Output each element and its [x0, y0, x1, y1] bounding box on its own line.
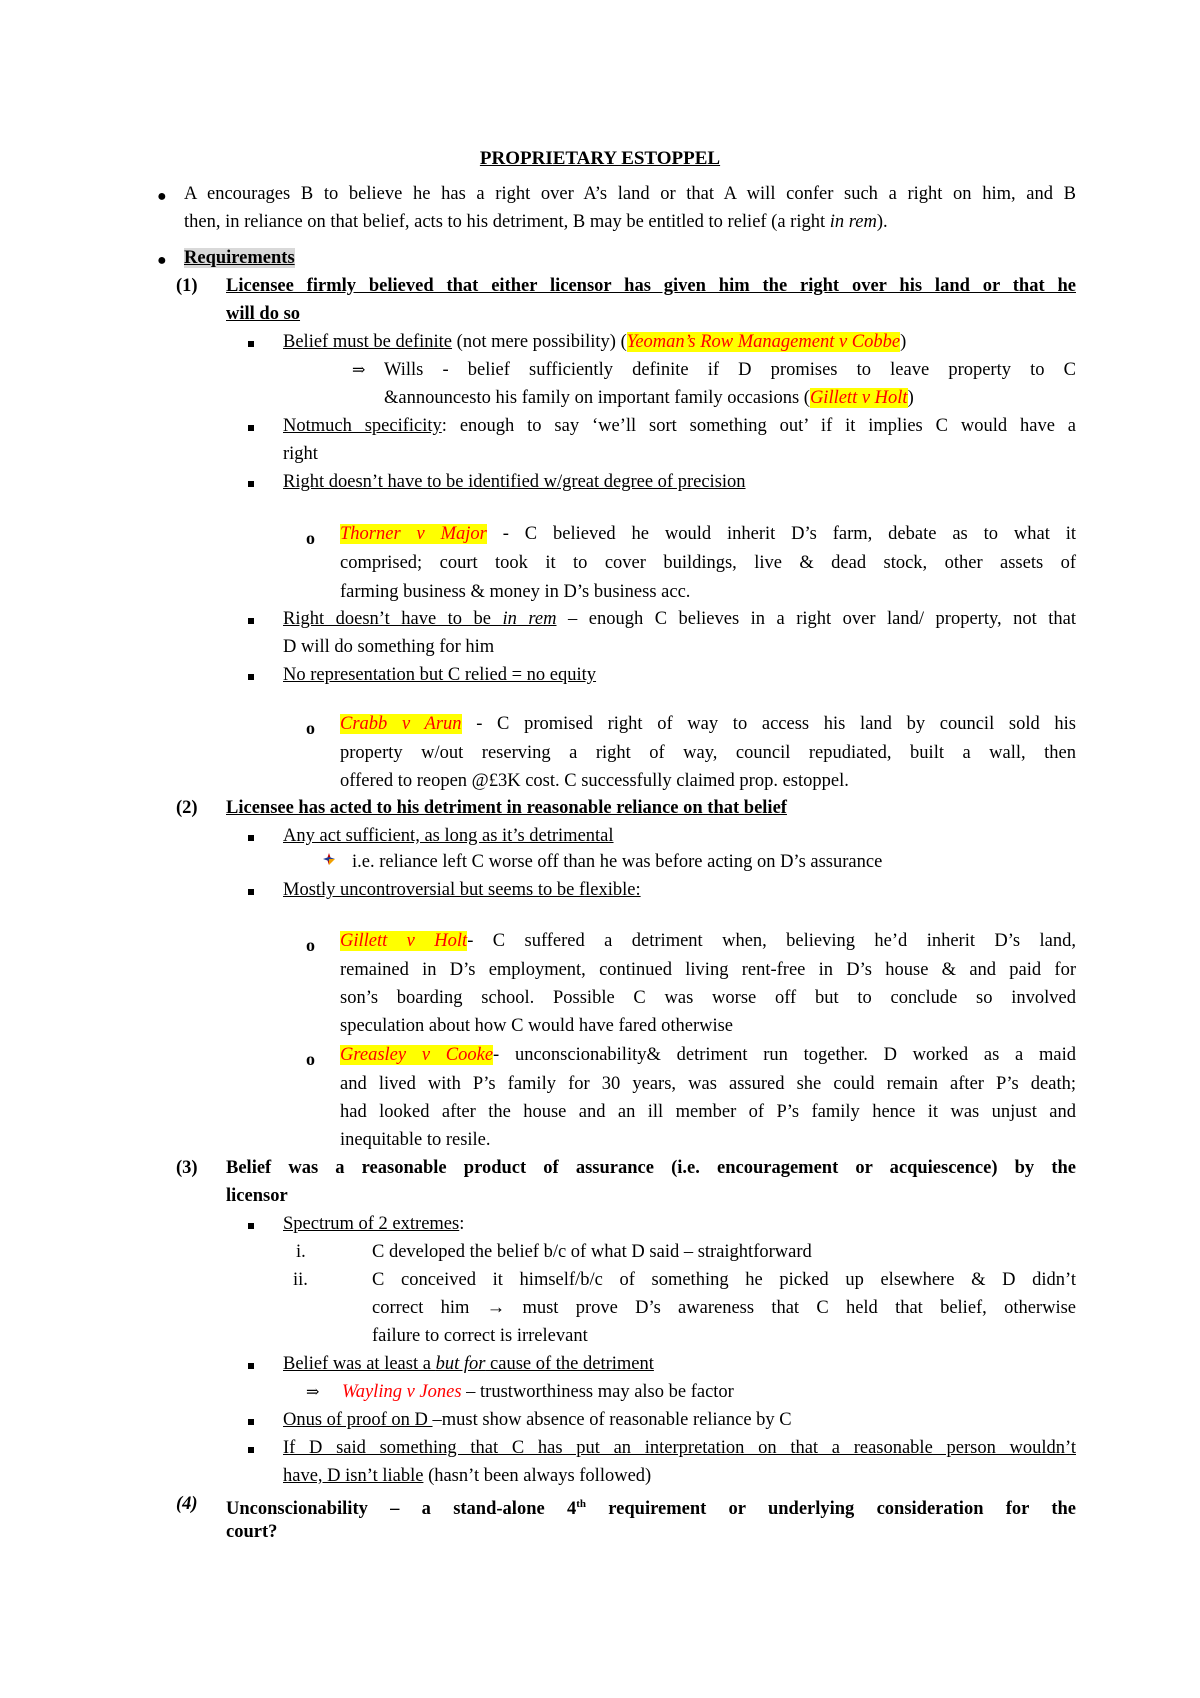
req2-greasley-line-4: inequitable to resile. [340, 1130, 491, 1150]
req1-number: (1) [176, 276, 198, 296]
req3-extreme-1: C developed the belief b/c of what D said – straightforward [372, 1242, 812, 1262]
roman-numeral-1: i. [296, 1242, 306, 1262]
square-bullet-icon [248, 618, 254, 624]
req3-interpretation-line-1: If D said something that C has put an interpretation on that a reasonable person wouldn’t [283, 1438, 1076, 1458]
case-wayling-jones: Wayling v Jones [342, 1382, 462, 1402]
req2-gillett-line-3: son’s boarding school. Possible C was worse off but to conclude so involved [340, 988, 1076, 1008]
req3-interpretation-line-2: have, D isn’t liable (hasn’t been always followed) [283, 1466, 652, 1486]
req1-specificity-line-2: right [283, 444, 318, 464]
bullet-icon: ● [157, 252, 167, 269]
square-bullet-icon [248, 1363, 254, 1369]
req1-in-rem-line-2: D will do something for him [283, 637, 495, 657]
req2-flexible: Mostly uncontroversial but seems to be flexible: [283, 880, 641, 900]
req3-number: (3) [176, 1158, 198, 1178]
circle-bullet-icon: o [306, 528, 315, 548]
square-bullet-icon [248, 1223, 254, 1229]
req1-thorner-line-1: Thorner v Major - C believed he would inherit D’s farm, debate as to what it [340, 524, 1076, 544]
double-arrow-icon: ⇒ [352, 362, 366, 379]
page-title: PROPRIETARY ESTOPPEL [479, 148, 721, 169]
req1-specificity: Notmuch specificity: enough to say ‘we’ll sort something out’ if it implies C would have a [283, 416, 1077, 436]
intro-line-2: then, in reliance on that belief, acts to his detriment, B may be entitled to relief (a right in rem). [184, 212, 888, 232]
req2-worse-off: i.e. reliance left C worse off than he was before acting on D’s assurance [352, 852, 883, 872]
roman-numeral-2: ii. [293, 1270, 308, 1290]
circle-bullet-icon: o [306, 1049, 315, 1069]
req2-gillett-line-2: remained in D’s employment, continued living rent-free in D’s house & and paid for [340, 960, 1076, 980]
arrow-bullet-icon [322, 852, 336, 866]
req2-gillett-line-4: speculation about how C would have fared otherwise [340, 1016, 734, 1036]
square-bullet-icon [248, 425, 254, 431]
square-bullet-icon [248, 341, 254, 347]
req3-heading-line-2: licensor [226, 1186, 288, 1206]
right-arrow-icon: → [486, 1298, 506, 1318]
req3-extreme-2-line-3: failure to correct is irrelevant [372, 1326, 588, 1346]
req1-in-rem: Right doesn’t have to be in rem – enough C believes in a right over land/ property, not that [283, 609, 1077, 629]
req1-heading-line-2: will do so [226, 304, 301, 324]
req2-number: (2) [176, 798, 198, 818]
req1-thorner-line-3: farming business & money in D’s business acc. [340, 582, 691, 602]
requirements-heading: Requirements [184, 248, 295, 268]
req4-number: (4) [176, 1494, 198, 1514]
req1-crabb-line-2: property w/out reserving a right of way, council repudiated, built a wall, then [340, 743, 1076, 763]
req1-belief-definite: Belief must be definite (not mere possibility) (Yeoman’s Row Management v Cobbe) [283, 332, 907, 352]
square-bullet-icon [248, 835, 254, 841]
bullet-icon: ● [157, 188, 167, 205]
req3-onus: Onus of proof on D –must show absence of reasonable reliance by C [283, 1410, 792, 1430]
req1-thorner-line-2: comprised; court took it to cover buildings, live & dead stock, other assets of [340, 553, 1076, 573]
case-yeomans-row: Yeoman’s Row Management v Cobbe [626, 332, 901, 352]
case-crabb-arun: Crabb v Arun [340, 714, 462, 734]
circle-bullet-icon: o [306, 935, 315, 955]
square-bullet-icon [248, 481, 254, 487]
req1-crabb-line-1: Crabb v Arun - C promised right of way to access his land by council sold his [340, 714, 1076, 734]
square-bullet-icon [248, 1447, 254, 1453]
req3-wayling: Wayling v Jones – trustworthiness may also be factor [342, 1382, 734, 1402]
double-arrow-icon: ⇒ [306, 1384, 320, 1401]
square-bullet-icon [248, 889, 254, 895]
req2-heading: Licensee has acted to his detriment in reasonable reliance on that belief [226, 798, 787, 818]
req1-no-representation: No representation but C relied = no equity [283, 665, 597, 685]
req1-crabb-line-3: offered to reopen @£3K cost. C successfully claimed prop. estoppel. [340, 771, 849, 791]
req3-spectrum: Spectrum of 2 extremes: [283, 1214, 465, 1234]
case-thorner-major: Thorner v Major [340, 524, 487, 544]
req2-gillett-line-1: Gillett v Holt- C suffered a detriment when, believing he’d inherit D’s land, [340, 931, 1076, 951]
req2-greasley-line-1: Greasley v Cooke- unconscionability& detriment run together. D worked as a maid [340, 1045, 1076, 1065]
req3-but-for: Belief was at least a but for cause of the detriment [283, 1354, 654, 1374]
circle-bullet-icon: o [306, 718, 315, 738]
square-bullet-icon [248, 674, 254, 680]
req3-heading-line-1: Belief was a reasonable product of assurance (i.e. encouragement or acquiescence) by the [226, 1158, 1076, 1178]
intro-line-1: A encourages B to believe he has a right over A’s land or that A will confer such a right on him, and B [184, 184, 1076, 204]
req1-wills-line-1: Wills - belief sufficiently definite if D promises to leave property to C [384, 360, 1076, 380]
req3-extreme-2-line-2: correct him → must prove D’s awareness that C held that belief, otherwise [372, 1298, 1077, 1318]
req1-wills-line-2: &announcesto his family on important family occasions (Gillett v Holt) [384, 388, 914, 408]
req2-greasley-line-2: and lived with P’s family for 30 years, was assured she could remain after P’s death; [340, 1074, 1076, 1094]
req1-heading-line-1: Licensee firmly believed that either licensor has given him the right over his land or that he [226, 276, 1076, 296]
req4-heading-line-2: court? [226, 1522, 278, 1542]
square-bullet-icon [248, 1419, 254, 1425]
case-greasley-cooke: Greasley v Cooke [340, 1045, 494, 1065]
case-gillett-holt: Gillett v Holt [809, 388, 908, 408]
req1-precision: Right doesn’t have to be identified w/great degree of precision [283, 472, 746, 492]
req2-any-act: Any act sufficient, as long as it’s detrimental [283, 826, 614, 846]
req4-heading-line-1: Unconscionability – a stand-alone 4th requirement or underlying consideration for the [226, 1498, 1076, 1520]
case-gillett-holt: Gillett v Holt [340, 931, 468, 951]
req3-extreme-2-line-1: C conceived it himself/b/c of something he picked up elsewhere & D didn’t [372, 1270, 1076, 1290]
req2-greasley-line-3: had looked after the house and an ill member of P’s family hence it was unjust and [340, 1102, 1076, 1122]
